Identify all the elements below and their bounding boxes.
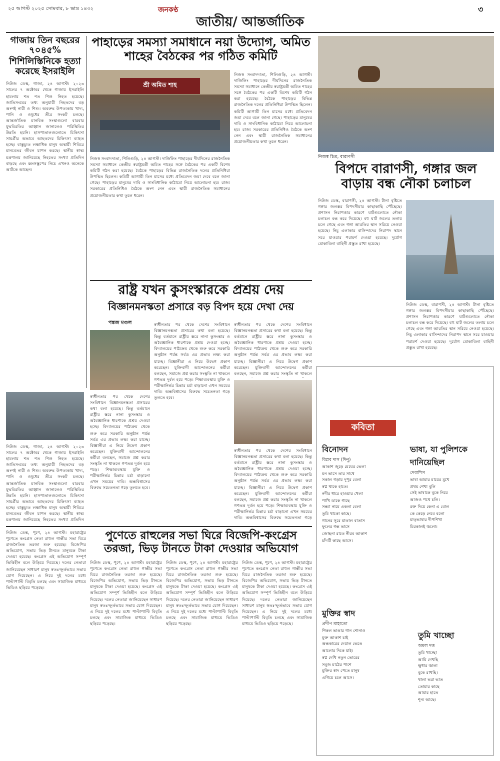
superstition-body-col4: স্বাধীনতার পর থেকে দেশের সংবিধানে বিজ্ঞানমনস্কতা প্রসারের কথা বলা হয়েছে। কিন্তু বর্তমানে রাষ্ট্রীয় স্তরে নানা কুসংস্কার ও অবৈজ্ঞানিক ধারণাকে প্রশ্রয় দেওয়া হচ্ছে। বিদ্যালয়ের পাঠ্যক্রম থেকে শুরু করে সরকারি অনুষ্ঠান পর্যন্ত সর্বত্র এর প্রভাব লক্ষ্য করা যাচ্ছে। বিজ্ঞানীরা এ নিয়ে উদ্বেগ প্রকাশ করেছেন। যুক্তিবাদী আন্দোলনের কর্মীরা বলছেন, সমাজে প্রশ্ন করার সংস্কৃতি না থাকলে গণতন্ত্র দুর্বল হয়ে পড়ে। শিক্ষাব্যবস্থায় যুক্তি ও পরীক্ষানির্ভর চিন্তার চর্চা বাড়ানো এখন সময়ের দাবি। অন্ধবিশ্বাসের বিরুদ্ধে সচেতনতা গড়ে bbox=[234, 448, 312, 521]
poem-author: অমল দত্ত bbox=[418, 644, 435, 649]
amit-shah-headline: পাহাড়ের সমস্যা সমাধানে নয়া উদ্যোগ, অমিত শাহের বৈঠকের পর গঠিত কমিটি bbox=[91, 35, 311, 63]
poem-bhasha bbox=[410, 444, 490, 617]
poem-verse: শিকল ভাঙার গান শোনাও মুক্ত আকাশ চাই অন্ধকারের দেয়াল ভেঙে আলোর দিকে যাই। স্বপ্ন দেখি নতুন ভোরের সবুজ মাঠের পাশে মুক্তির স্বাদ পেতে মানুষ এগিয়ে চলে আসে। bbox=[322, 628, 366, 681]
poem-author: প্রদীপ মাহাতো bbox=[322, 622, 348, 627]
amit-shah-article bbox=[90, 36, 312, 64]
poem-verse: ভাষা আমার মায়ের মুখে প্রথম শেখা বুলি সেই ভাষাকে বুকে নিয়ে আজও পথে চলি। রক্ত দিয়ে কেনা এ বোল কে কেড়ে নেবে বলো মাতৃভাষার দীপশিখা চিরকালই জ্বলো। bbox=[410, 477, 450, 530]
page-number: ৩ bbox=[478, 5, 484, 14]
flooded-temple-photo bbox=[406, 200, 494, 300]
speaker-photo bbox=[234, 380, 312, 444]
amit-shah-body: নিজস্ব সংবাদদাতা, শিলিগুড়ি, ২৪ আগস্ট। দার্জিলিং পাহাড়ের দীর্ঘদিনের রাজনৈতিক সমস্যা সমাধানে কেন্দ্রীয় স্বরাষ্ট্রমন্ত্রী অমিত শাহের সঙ্গে বৈঠকের পর একটি বিশেষ কমিটি গঠন করা হয়েছে। বৈঠকে পাহাড়ের বিভিন্ন রাজনৈতিক দলের প্রতিনিধিরা উপস্থিত ছিলেন। কমিটি আগামী তিন মাসের মধ্যে প্রতিবেদন জমা দেবে বলে জানা গেছে। পাহাড়ের মানুষের দাবি ও সাংবিধানিক কাঠামো নিয়ে আলোচনা হয়। রাজ্য সরকারের প্রতিনিধিও বৈঠকে অংশ নেন এবং স্থায়ী রাজনৈতিক সমাধানের প্রয়োজনীয়তার কথা তুলে ধরেন। bbox=[90, 156, 230, 198]
date-line: ২৫ আগস্ট ২০২৫ সোমবার, ৮ ভাদ্র ১৪৩২ bbox=[8, 6, 94, 12]
poetry-section-title: কবিতা bbox=[330, 420, 396, 436]
poem-title: ভাষা, যা পুলিশকে দানিয়েছিল bbox=[410, 444, 468, 467]
varanasi-caption: নিজস্ব চিত্র, বারাণসী bbox=[318, 155, 355, 160]
section-title: জাতীয়/ আন্তর্জাতিক bbox=[196, 15, 304, 30]
left-column-photo bbox=[6, 392, 84, 440]
poem-verse: আকাশ জুড়ে মেঘের ভেলা মন ভাসে তার সাথে সকাল গড়ায় দুপুর বেলা স্বপ্ন থাকে হাতে। নদীর ধারে হাওয়ার খেলা পাখি ডাকে গাছে সন্ধ্যা নামে একলা বেলা তুমি থাকো কাছে। গানের সুরে মাতাল বাতাস ফুলের গন্ধ ভাসে জোছনা রাতে নীরব আকাশ চাঁদটি কাছে আসে। bbox=[322, 464, 368, 543]
poem-binodon bbox=[322, 444, 404, 604]
poem-verse: তুমি খাচ্ছো আমি দেখছি ক্ষুধার জ্বালা বুকে রাখছি। থালা ভরা ভাত তোমার কাছে আমার হাতে শূন্য আছে। bbox=[418, 650, 444, 703]
superstition-body-col3: স্বাধীনতার পর থেকে দেশের সংবিধানে বিজ্ঞানমনস্কতা প্রসারের কথা বলা হয়েছে। কিন্তু বর্তমানে রাষ্ট্রীয় স্তরে নানা কুসংস্কার ও অবৈজ্ঞানিক ধারণাকে প্রশ্রয় দেওয়া হচ্ছে। বিদ্যালয়ের পাঠ্যক্রম থেকে শুরু করে সরকারি অনুষ্ঠান পর্যন্ত সর্বত্র এর প্রভাব লক্ষ্য করা যাচ্ছে। বিজ্ঞানীরা এ নিয়ে উদ্বেগ প্রকাশ করেছেন। যুক্তিবাদী আন্দোলনের কর্মীরা বলছেন, সমাজে প্রশ্ন করার সংস্কৃতি না থাকলে bbox=[234, 322, 312, 376]
superstition-body-col2: স্বাধীনতার পর থেকে দেশের সংবিধানে বিজ্ঞানমনস্কতা প্রসারের কথা বলা হয়েছে। কিন্তু বর্তমানে রাষ্ট্রীয় স্তরে নানা কুসংস্কার ও অবৈজ্ঞানিক ধারণাকে প্রশ্রয় দেওয়া হচ্ছে। বিদ্যালয়ের পাঠ্যক্রম থেকে শুরু করে সরকারি অনুষ্ঠান পর্যন্ত সর্বত্র এর প্রভাব লক্ষ্য করা যাচ্ছে। বিজ্ঞানীরা এ নিয়ে উদ্বেগ প্রকাশ করেছেন। যুক্তিবাদী আন্দোলনের কর্মীরা বলছেন, সমাজে প্রশ্ন করার সংস্কৃতি না থাকলে গণতন্ত্র দুর্বল হয়ে পড়ে। শিক্ষাব্যবস্থায় যুক্তি ও পরীক্ষানির্ভর চিন্তার চর্চা বাড়ানো এখন সময়ের দাবি। অন্ধবিশ্বাসের বিরুদ্ধে সচেতনতা গড়ে তুলতে হবে। bbox=[154, 322, 230, 401]
meeting-photo bbox=[90, 70, 230, 152]
poem-title: বিনোদন bbox=[322, 444, 349, 454]
pune-body-col3: নিউজ ডেস্ক, পুণে, ২৪ আগস্ট। মহারাষ্ট্রের পুণেতে কংগ্রেস নেতা রাহুল গান্ধীর সভা ঘিরে রাজনৈতিক তরজা শুরু হয়েছে। বিজেপির অভিযোগ, সভায় ভিড় টানতে মানুষকে টাকা দেওয়া হয়েছে। কংগ্রেস এই অভিযোগ সম্পূর্ণ ভিত্তিহীন বলে উড়িয়ে দিয়েছে। দলের নেতারা জানিয়েছেন সাধারণ মানুষ স্বতঃস্ফূর্তভাবে সভায় যোগ দিয়েছেন। এ নিয়ে দুই দলের মধ্যে পাল্টাপাল্টি বিবৃতি চলছে এবং সামাজিক মাধ্যমে ভিডিও ছড়িয়ে পড়েছে। bbox=[166, 560, 238, 626]
varanasi-headline: বিপদে বারাণসী, গঙ্গার জল বাড়ায় বন্ধ নৌকা চলাচল bbox=[335, 162, 477, 192]
varanasi-body: নিউজ ডেস্ক, বারাণসী, ২৪ আগস্ট। টানা বৃষ্টিতে গঙ্গার জলস্তর বিপদসীমার কাছাকাছি পৌঁছেছে। প্রশাসন নিরাপত্তার কারণে ঘাটগুলোতে নৌকা চলাচল বন্ধ করে দিয়েছে। বহু ঘাট জলের তলায় চলে গেছে এবং গঙ্গা আরতির স্থান সরিয়ে নেওয়া হয়েছে। নিচু এলাকার বাসিন্দাদের নিরাপদ স্থানে সরে যাওয়ার পরামর্শ দেওয়া হয়েছে। দুর্যোগ মোকাবিলা বাহিনী প্রস্তুত রাখা হয়েছে। bbox=[318, 198, 402, 246]
poem-muktir-swad bbox=[322, 608, 412, 756]
pune-body-col2: নিউজ ডেস্ক, পুণে, ২৪ আগস্ট। মহারাষ্ট্রের পুণেতে কংগ্রেস নেতা রাহুল গান্ধীর সভা ঘিরে রাজনৈতিক তরজা শুরু হয়েছে। বিজেপির অভিযোগ, সভায় ভিড় টানতে মানুষকে টাকা দেওয়া হয়েছে। কংগ্রেস এই অভিযোগ সম্পূর্ণ ভিত্তিহীন বলে উড়িয়ে দিয়েছে। দলের নেতারা জানিয়েছেন সাধারণ মানুষ স্বতঃস্ফূর্তভাবে সভায় যোগ দিয়েছেন। এ নিয়ে দুই দলের মধ্যে পাল্টাপাল্টি বিবৃতি চলছে এবং সামাজিক মাধ্যমে ভিডিও ছড়িয়ে পড়েছে। bbox=[90, 560, 162, 626]
pune-body-col1: নিউজ ডেস্ক, পুণে, ২৪ আগস্ট। মহারাষ্ট্রের পুণেতে কংগ্রেস নেতা রাহুল গান্ধীর সভা ঘিরে রাজনৈতিক তরজা শুরু হয়েছে। বিজেপির অভিযোগ, সভায় ভিড় টানতে মানুষকে টাকা দেওয়া হয়েছে। কংগ্রেস এই অভিযোগ সম্পূর্ণ ভিত্তিহীন বলে উড়িয়ে দিয়েছে। দলের নেতারা জানিয়েছেন সাধারণ মানুষ স্বতঃস্ফূর্তভাবে সভায় যোগ দিয়েছেন। এ নিয়ে দুই দলের মধ্যে পাল্টাপাল্টি বিবৃতি চলছে এবং সামাজিক মাধ্যমে ভিডিও ছড়িয়ে পড়েছে। bbox=[6, 530, 86, 590]
poem-title: তুমি খাচ্ছো bbox=[418, 630, 455, 640]
varanasi-body-right: নিউজ ডেস্ক, বারাণসী, ২৪ আগস্ট। টানা বৃষ্টিতে গঙ্গার জলস্তর বিপদসীমার কাছাকাছি পৌঁছেছে। প্রশাসন নিরাপত্তার কারণে ঘাটগুলোতে নৌকা চলাচল বন্ধ করে দিয়েছে। বহু ঘাট জলের তলায় চলে গেছে এবং গঙ্গা আরতির স্থান সরিয়ে নেওয়া হয়েছে। নিচু এলাকার বাসিন্দাদের নিরাপদ স্থানে সরে যাওয়ার পরামর্শ দেওয়া হয়েছে। দুর্যোগ মোকাবিলা বাহিনী প্রস্তুত রাখা হয়েছে। bbox=[406, 302, 494, 350]
superstition-body-col1: স্বাধীনতার পর থেকে দেশের সংবিধানে বিজ্ঞানমনস্কতা প্রসারের কথা বলা হয়েছে। কিন্তু বর্তমানে রাষ্ট্রীয় স্তরে নানা কুসংস্কার ও অবৈজ্ঞানিক ধারণাকে প্রশ্রয় দেওয়া হচ্ছে। বিদ্যালয়ের পাঠ্যক্রম থেকে শুরু করে সরকারি অনুষ্ঠান পর্যন্ত সর্বত্র এর প্রভাব লক্ষ্য করা যাচ্ছে। বিজ্ঞানীরা এ নিয়ে উদ্বেগ প্রকাশ করেছেন। যুক্তিবাদী আন্দোলনের কর্মীরা বলছেন, সমাজে প্রশ্ন করার সংস্কৃতি না থাকলে গণতন্ত্র দুর্বল হয়ে পড়ে। শিক্ষাব্যবস্থায় যুক্তি ও পরীক্ষানির্ভর চিন্তার চর্চা বাড়ানো এখন সময়ের দাবি। অন্ধবিশ্বাসের বিরুদ্ধে সচেতনতা গড়ে তুলতে হবে। bbox=[90, 394, 150, 491]
newspaper-logo: জনকণ্ঠ bbox=[158, 5, 179, 14]
masthead-rule bbox=[6, 32, 494, 33]
amit-shah-body-right: নিজস্ব সংবাদদাতা, শিলিগুড়ি, ২৪ আগস্ট। দার্জিলিং পাহাড়ের দীর্ঘদিনের রাজনৈতিক সমস্যা সমাধানে কেন্দ্রীয় স্বরাষ্ট্রমন্ত্রী অমিত শাহের সঙ্গে বৈঠকের পর একটি বিশেষ কমিটি গঠন করা হয়েছে। বৈঠকে পাহাড়ের বিভিন্ন রাজনৈতিক দলের প্রতিনিধিরা উপস্থিত ছিলেন। কমিটি আগামী তিন মাসের মধ্যে প্রতিবেদন জমা দেবে বলে জানা গেছে। পাহাড়ের মানুষের দাবি ও সাংবিধানিক কাঠামো নিয়ে আলোচনা হয়। রাজ্য সরকারের প্রতিনিধিও বৈঠকে অংশ নেন এবং স্থায়ী রাজনৈতিক সমাধানের প্রয়োজনীয়তার কথা তুলে ধরেন। bbox=[234, 72, 312, 145]
poem-author: দেবাশিস bbox=[410, 471, 425, 476]
varanasi-photo bbox=[318, 36, 494, 152]
gaza-headline: গাজায় তিন বছরের ৭০৪৫% শিশিলিস্তিনিকে হত্যা করেছে ইসরাইলি bbox=[9, 36, 81, 78]
poem-title: মুক্তির স্বাদ bbox=[322, 608, 356, 618]
poem-author: বিপ্লব দাস (দিনু) bbox=[322, 458, 351, 463]
temple-icon bbox=[444, 214, 458, 274]
pune-headline: পুণেতে রাহুলের সভা ঘিরে বিজেপি-কংগ্রেস তরজা, ভিড় টানতে টাকা দেওয়ার অভিযোগ bbox=[103, 529, 299, 555]
superstition-headline: রাষ্ট্র যখন কুসংস্কারকে প্রশ্রয় দেয় bbox=[118, 283, 284, 298]
gaza-body: নিউজ ডেস্ক, গাজা, ২৪ আগস্ট। ২০২৩ সালের ৭ অক্টোবর থেকে গাজায় ইসরাইলি হামলায় শত শত শিশু নিহত হয়েছে। জাতিসংঘের তথ্য অনুযায়ী নিহতদের বড় অংশই নারী ও শিশু। অবরুদ্ধ উপত্যকায় খাদ্য, পানি ও ওষুধের তীব্র সংকট চলছে। আন্তর্জাতিক মানবিক সংস্থাগুলো বারবার যুদ্ধবিরতির আহ্বান জানালেও পরিস্থিতির উন্নতি হয়নি। হাসপাতালগুলোতে চিকিৎসা সামগ্রীর অভাবে আহতদের চিকিৎসা ব্যাহত হচ্ছে। বাস্তুচ্যুত লক্ষাধিক মানুষ অস্থায়ী শিবিরে মানবেতর জীবন যাপন করছে। স্থানীয় স্বাস্থ্য মন্ত্রণালয় জানিয়েছে নিহতের সংখ্যা প্রতিদিন বাড়ছে এবং ধ্বংসস্তূপের নিচে এখনও অনেকে আটকে আছেন। bbox=[6, 81, 84, 172]
gaza-body-continued: নিউজ ডেস্ক, গাজা, ২৪ আগস্ট। ২০২৩ সালের ৭ অক্টোবর থেকে গাজায় ইসরাইলি হামলায় শত শত শিশু নিহত হয়েছে। জাতিসংঘের তথ্য অনুযায়ী নিহতদের বড় অংশই নারী ও শিশু। অবরুদ্ধ উপত্যকায় খাদ্য, পানি ও ওষুধের তীব্র সংকট চলছে। আন্তর্জাতিক মানবিক সংস্থাগুলো বারবার যুদ্ধবিরতির আহ্বান জানালেও পরিস্থিতির উন্নতি হয়নি। হাসপাতালগুলোতে চিকিৎসা সামগ্রীর অভাবে আহতদের চিকিৎসা ব্যাহত হচ্ছে। বাস্তুচ্যুত লক্ষাধিক মানুষ অস্থায়ী শিবিরে মানবেতর জীবন যাপন করছে। স্থানীয় স্বাস্থ্য মন্ত্রণালয় জানিয়েছে নিহতের সংখ্যা প্রতিদিন bbox=[6, 444, 84, 522]
column-divider bbox=[86, 36, 87, 388]
superstition-author: পঙ্কজ মণ্ডল bbox=[108, 320, 132, 326]
street-crowd-photo bbox=[90, 330, 150, 390]
gaza-article bbox=[6, 36, 84, 388]
photo-banner: শ্রী অমিত শাহ bbox=[120, 78, 200, 94]
poem-tumi-khaccho bbox=[418, 630, 490, 750]
pune-body-col4: নিউজ ডেস্ক, পুণে, ২৪ আগস্ট। মহারাষ্ট্রের পুণেতে কংগ্রেস নেতা রাহুল গান্ধীর সভা ঘিরে রাজনৈতিক তরজা শুরু হয়েছে। বিজেপির অভিযোগ, সভায় ভিড় টানতে মানুষকে টাকা দেওয়া হয়েছে। কংগ্রেস এই অভিযোগ সম্পূর্ণ ভিত্তিহীন বলে উড়িয়ে দিয়েছে। দলের নেতারা জানিয়েছেন সাধারণ মানুষ স্বতঃস্ফূর্তভাবে সভায় যোগ দিয়েছেন। এ নিয়ে দুই দলের মধ্যে পাল্টাপাল্টি বিবৃতি চলছে এবং সামাজিক মাধ্যমে ভিডিও ছড়িয়ে পড়েছে। bbox=[242, 560, 312, 626]
camel-silhouette bbox=[358, 66, 380, 82]
superstition-subheadline: বিজ্ঞানমনস্কতা প্রসারে বড় বিপদ হয়ে দেখা দেয় bbox=[108, 302, 294, 313]
